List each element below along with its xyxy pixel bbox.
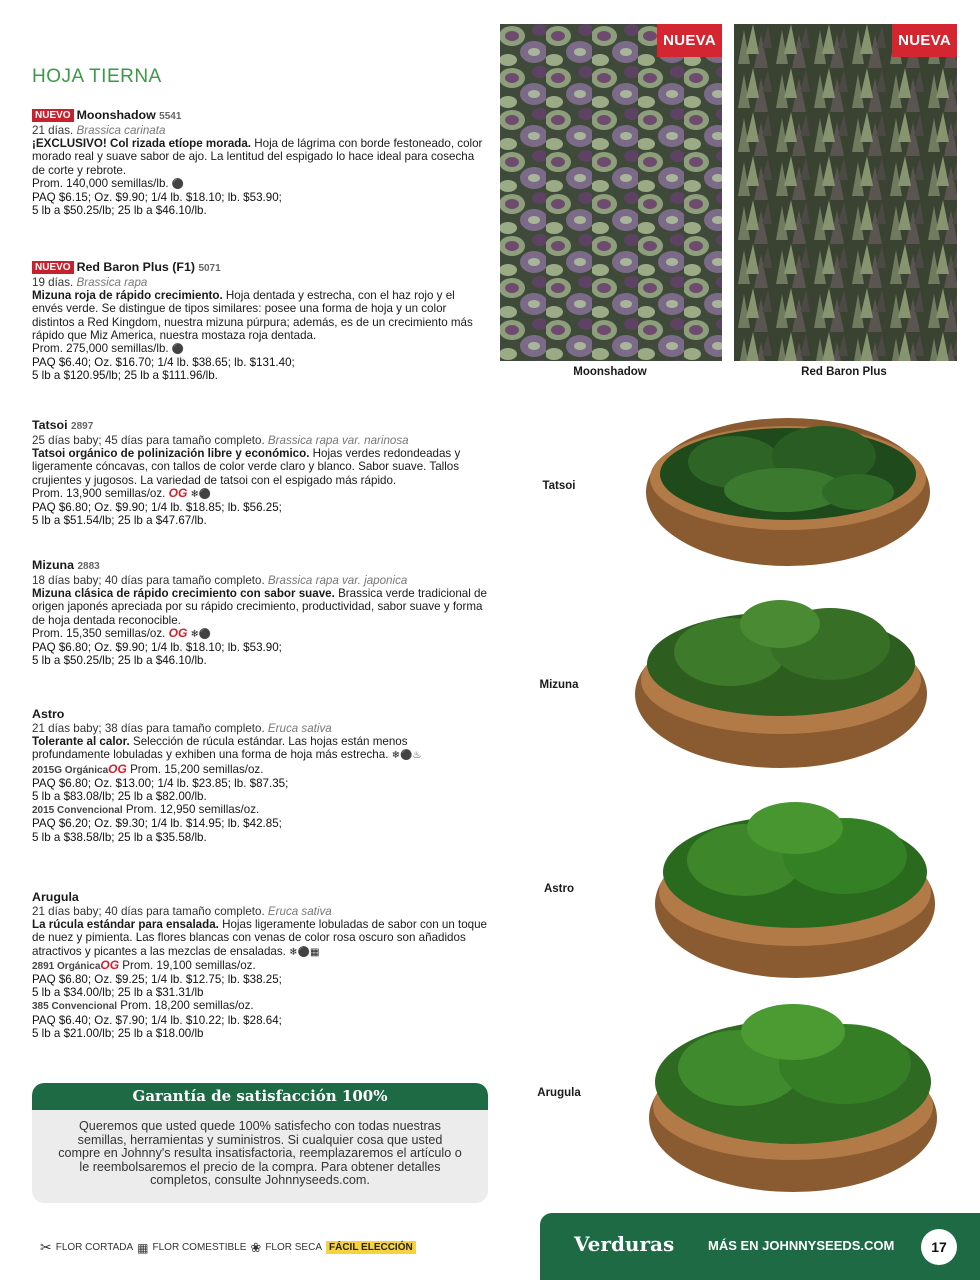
snowflake-icon: ❄: [190, 628, 199, 640]
new-badge: NUEVO: [32, 261, 74, 274]
symbol-legend: [40, 1239, 416, 1256]
snowflake-icon: ❄: [190, 488, 199, 500]
entry-days: 21 días baby; 38 días para tamaño completo.: [32, 722, 265, 735]
entry-name: Astro: [32, 707, 65, 721]
entry-astro: [32, 707, 487, 844]
caption-arugula: Arugula: [537, 1087, 581, 1099]
entry-price-1: PAQ $6.80; Oz. $9.90; 1/4 lb. $18.10; lb. $53.90;: [32, 641, 282, 655]
entry-scientific-name: Brassica rapa: [76, 276, 148, 289]
organic-icon: OG: [100, 957, 120, 972]
entry-code: 5071: [198, 263, 221, 274]
organic-seeds: Prom. 15,200 semillas/oz.: [130, 762, 264, 776]
page-number: 17: [921, 1229, 957, 1265]
entry-highlight: Mizuna clásica de rápido crecimiento con sabor suave.: [32, 587, 335, 601]
entry-description: Hojas verdes redondeadas y ligeramente cóncavas, con tallos de color verde claro y blanco. Sabor suave. Tallos crujientes y jugosos. La variedad de tatsoi con el espigado más rápido.: [32, 447, 461, 487]
entry-name-line: [32, 108, 487, 124]
organic-price-1: PAQ $6.80; Oz. $9.25; 1/4 lb. $12.75; lb. $38.25;: [32, 973, 282, 987]
drop-icon: ⚫: [171, 178, 185, 190]
section-title: HOJA TIERNA: [32, 66, 162, 87]
conventional-price-1: PAQ $6.40; Oz. $7.90; 1/4 lb. $10.22; lb. $28.64;: [32, 1013, 282, 1027]
conventional-code: 2015 Convencional: [32, 805, 123, 817]
heat-icon: ♨: [412, 750, 422, 762]
entry-highlight: Mizuna roja de rápido crecimiento.: [32, 289, 223, 303]
entry-red-baron: [32, 260, 487, 383]
legend-edible-flower: FLOR COMESTIBLE: [152, 1242, 247, 1253]
caption-mizuna: Mizuna: [539, 679, 579, 691]
organic-icon: OG: [168, 485, 188, 500]
entry-name-line: [32, 260, 487, 276]
entry-name: Arugula: [32, 890, 79, 904]
astro-bowl-image: [650, 800, 940, 980]
entry-scientific-name: Brassica rapa var. narinosa: [267, 434, 409, 447]
entry-description: Hoja dentada y estrecha, con el haz rojo y el envés verde. Se distingue de tipos similares: posee una forma de hoja y un color distintos a Red Kingdom, nuestra mizuna púrpura; además, es de un crecimiento más rápido que Miz America, nuestra mostaza roja dentada.: [32, 289, 473, 342]
moonshadow-leaves-image: [500, 24, 722, 361]
organic-icon: OG: [168, 625, 188, 640]
conventional-price-2: 5 lb a $38.58/lb; 25 lb a $35.58/lb.: [32, 830, 207, 844]
entry-arugula: [32, 890, 487, 1040]
entry-name-line: [32, 707, 487, 722]
edible-flower-icon: ▦: [309, 946, 320, 958]
entry-description: Selección de rúcula estándar. Las hojas están menos profundamente lobuladas y exhiben una forma de hoja más estrecha.: [32, 735, 408, 762]
drop-icon: ⚫: [198, 628, 212, 640]
entry-price-2: 5 lb a $120.95/lb; 25 lb a $111.96/lb.: [32, 369, 218, 383]
entry-price-1: PAQ $6.40; Oz. $16.70; 1/4 lb. $38.65; lb. $131.40;: [32, 356, 295, 370]
caption-astro: Astro: [543, 883, 575, 895]
entry-seeds: Prom. 275,000 semillas/lb.: [32, 342, 169, 356]
red-baron-photo: [734, 24, 957, 361]
drop-icon: ⚫: [198, 488, 212, 500]
organic-code: 2015G Orgánica: [32, 764, 109, 776]
entry-name: Tatsoi: [32, 418, 68, 432]
conventional-seeds: Prom. 18,200 semillas/oz.: [120, 999, 254, 1013]
entry-highlight: ¡EXCLUSIVO! Col rizada etíope morada.: [32, 137, 252, 151]
entry-scientific-name: Brassica carinata: [76, 124, 166, 137]
moonshadow-photo: [500, 24, 722, 361]
entry-description: Brassica verde tradicional de origen japonés apreciada por su rápido crecimiento, productividad, sabor suave y forma de hoja dentada reconocible.: [32, 587, 487, 627]
conventional-seeds: Prom. 12,950 semillas/oz.: [125, 803, 260, 817]
organic-price-1: PAQ $6.80; Oz. $13.00; 1/4 lb. $23.85; lb. $87.35;: [32, 776, 289, 790]
entry-name-line: [32, 558, 487, 574]
legend-easy-choice: FÁCIL ELECCIÓN: [326, 1241, 416, 1254]
footer-bar: [540, 1213, 980, 1280]
drop-icon: ⚫: [400, 750, 413, 762]
entry-days: 19 días.: [32, 276, 74, 289]
dried-flower-icon: ❀: [250, 1239, 262, 1255]
entry-days: 21 días baby; 40 días para tamaño completo.: [32, 905, 265, 918]
tatsoi-bowl-image: [644, 404, 932, 570]
guarantee-box: [32, 1083, 488, 1203]
entry-moonshadow: [32, 108, 487, 217]
entry-name-line: [32, 890, 487, 905]
arugula-bowl-image: [640, 1002, 946, 1198]
entry-code: 2897: [71, 421, 94, 432]
guarantee-title: Garantía de satisfacción 100%: [32, 1083, 488, 1110]
entry-price-2: 5 lb a $50.25/lb; 25 lb a $46.10/lb.: [32, 654, 207, 668]
entry-name: Mizuna: [32, 558, 74, 572]
snowflake-icon: ❄: [391, 750, 401, 762]
entry-price-1: PAQ $6.80; Oz. $9.90; 1/4 lb. $18.85; lb. $56.25;: [32, 501, 282, 515]
entry-highlight: La rúcula estándar para ensalada.: [32, 918, 219, 932]
organic-code: 2891 Orgánica: [32, 960, 101, 972]
entry-seeds: Prom. 13,900 semillas/oz.: [32, 486, 166, 500]
drop-icon: ⚫: [297, 946, 310, 958]
entry-scientific-name: Eruca sativa: [267, 722, 332, 735]
conventional-price-1: PAQ $6.20; Oz. $9.30; 1/4 lb. $14.95; lb. $42.85;: [32, 817, 282, 831]
entry-price-2: 5 lb a $50.25/lb; 25 lb a $46.10/lb.: [32, 204, 207, 218]
caption-moonshadow: Moonshadow: [573, 366, 647, 378]
footer-title: Verduras: [574, 1232, 675, 1256]
new-badge: NUEVO: [32, 109, 74, 122]
entry-mizuna: [32, 558, 487, 667]
entry-highlight: Tatsoi orgánico de polinización libre y económico.: [32, 447, 310, 461]
organic-icon: OG: [108, 761, 127, 776]
new-tag: NUEVA: [657, 24, 722, 57]
conventional-code: 385 Convencional: [32, 1001, 118, 1013]
legend-cut-flower: FLOR CORTADA: [55, 1242, 134, 1253]
entry-tatsoi: [32, 418, 487, 527]
organic-seeds: Prom. 19,100 semillas/oz.: [122, 958, 256, 972]
conventional-price-2: 5 lb a $21.00/lb; 25 lb a $18.00/lb: [32, 1026, 204, 1040]
edible-flower-icon: ▦: [137, 1240, 149, 1255]
entry-name: Moonshadow: [76, 108, 156, 122]
entry-price-2: 5 lb a $51.54/lb; 25 lb a $47.67/lb.: [32, 514, 207, 528]
entry-scientific-name: Eruca sativa: [267, 905, 332, 918]
new-tag: NUEVA: [892, 24, 957, 57]
entry-highlight: Tolerante al calor.: [32, 735, 130, 749]
snowflake-icon: ❄: [289, 946, 298, 958]
entry-name-line: [32, 418, 487, 434]
entry-days: 21 días.: [32, 124, 74, 137]
entry-scientific-name: Brassica rapa var. japonica: [267, 574, 408, 587]
caption-tatsoi: Tatsoi: [542, 480, 576, 492]
organic-price-2: 5 lb a $83.08/lb; 25 lb a $82.00/lb.: [32, 790, 207, 804]
organic-price-2: 5 lb a $34.00/lb; 25 lb a $31.31/lb: [32, 986, 204, 1000]
guarantee-body: Queremos que usted quede 100% satisfecho con todas nuestras semillas, herramientas y suministros. Si cualquier cosa que usted compre en Johnny's resulta insatisfactoria, reemplazaremos el artículo o le reembolsaremos el precio de la compra. Para obtener detalles completos, consulte Johnnyseeds.com.: [58, 1119, 462, 1188]
entry-price-1: PAQ $6.15; Oz. $9.90; 1/4 lb. $18.10; lb. $53.90;: [32, 191, 282, 205]
entry-days: 18 días baby; 40 días para tamaño completo.: [32, 574, 265, 587]
entry-description: Hoja de lágrima con borde festoneado, color morado real y suave sabor de ajo. La lentitud del espigado lo hace ideal para cosecha de corte y rebrote.: [32, 137, 483, 177]
entry-seeds: Prom. 140,000 semillas/lb.: [32, 176, 169, 190]
entry-code: 5541: [159, 111, 182, 122]
scissors-icon: ✂: [40, 1239, 52, 1255]
red-baron-leaves-image: [734, 24, 957, 361]
legend-dried-flower: FLOR SECA: [265, 1242, 322, 1253]
footer-url[interactable]: MÁS EN JOHNNYSEEDS.COM: [708, 1238, 895, 1253]
entry-days: 25 días baby; 45 días para tamaño completo.: [32, 434, 265, 447]
entry-seeds: Prom. 15,350 semillas/oz.: [32, 626, 166, 640]
mizuna-bowl-image: [630, 594, 932, 772]
drop-icon: ⚫: [171, 344, 185, 356]
entry-name: Red Baron Plus (F1): [76, 260, 195, 274]
caption-red-baron: Red Baron Plus: [801, 366, 887, 378]
entry-code: 2883: [77, 561, 100, 572]
entry-description: Hojas ligeramente lobuladas de sabor con un toque de nuez y pimienta. Las flores blancas con venas de color rosa oscuro son añadidos atractivos y picantes a las mezclas de ensaladas.: [32, 918, 487, 958]
